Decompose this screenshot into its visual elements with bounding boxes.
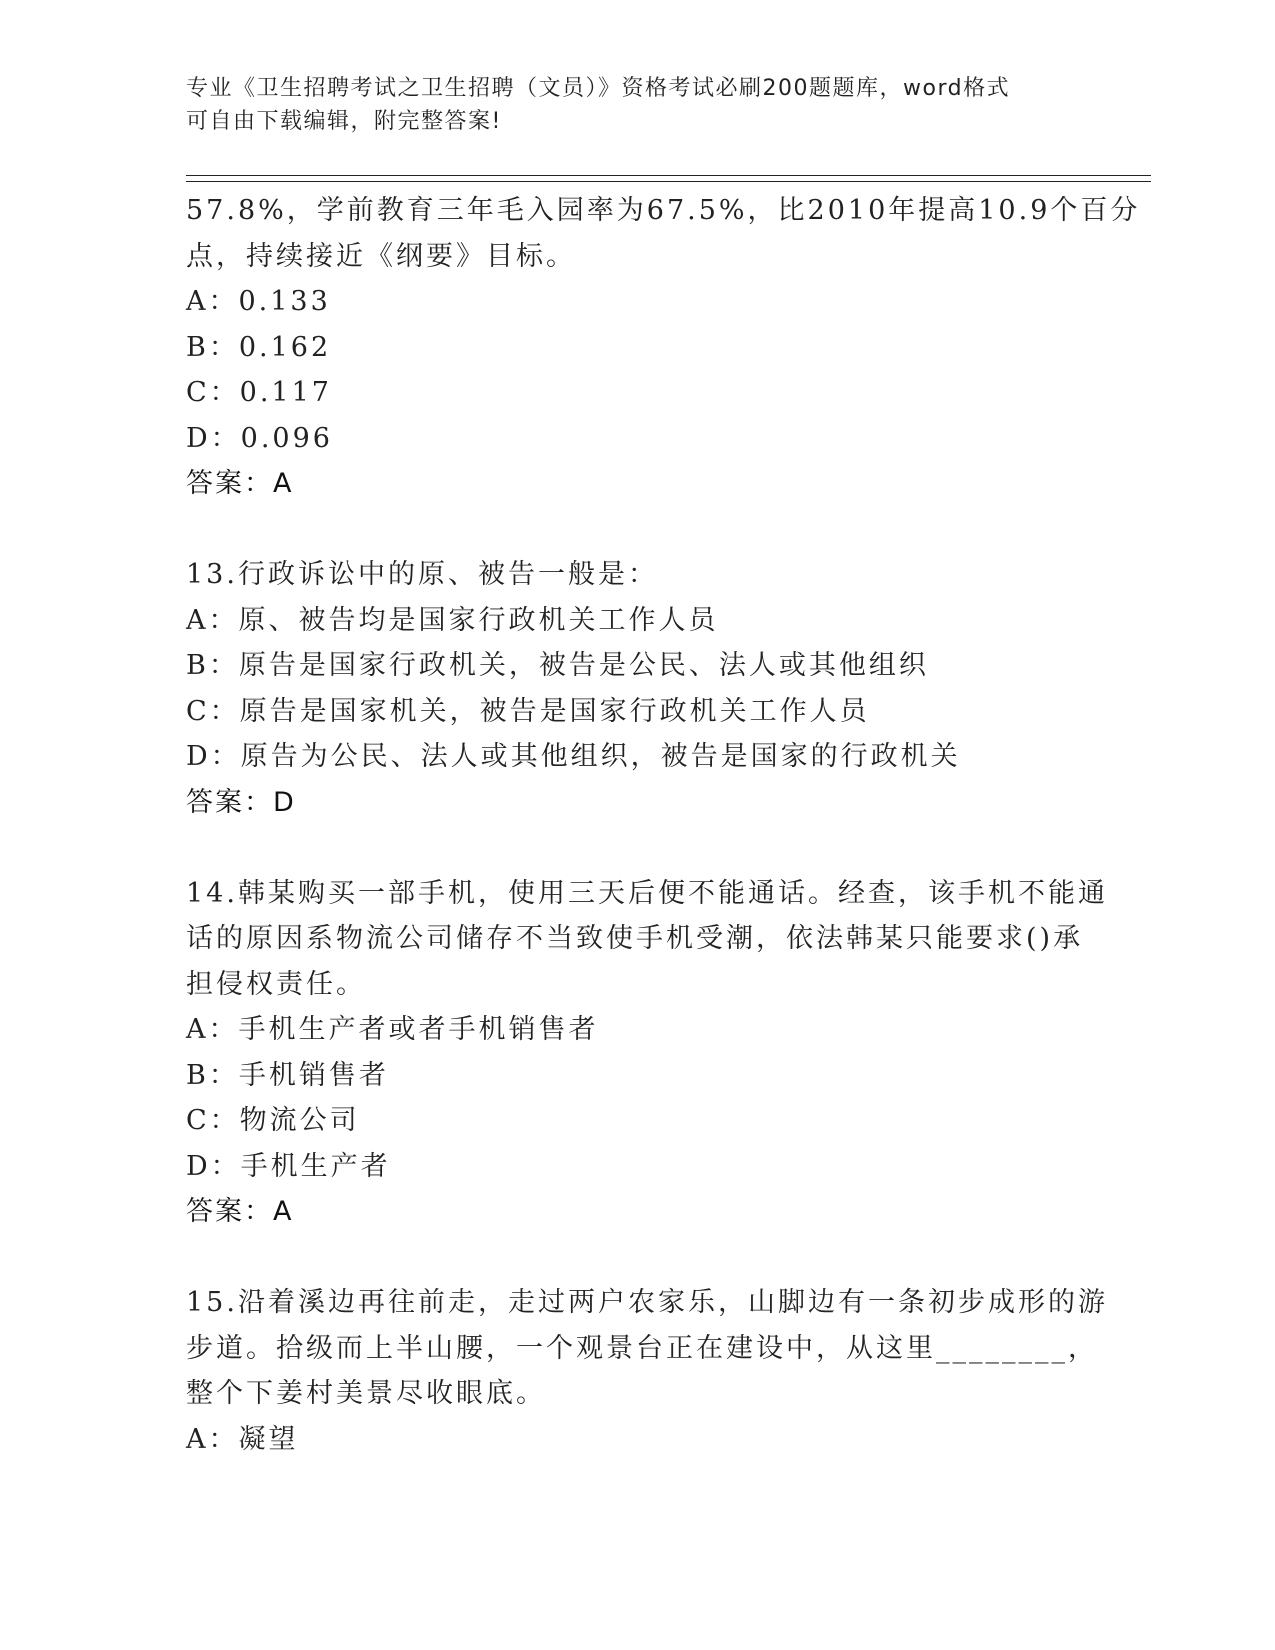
question-stem-line: 整个下姜村美景尽收眼底。 (186, 1378, 546, 1409)
question-stem-line: 话的原因系物流公司储存不当致使手机受潮，依法韩某只能要求()承 (186, 923, 1084, 954)
spacer (186, 1235, 1086, 1281)
option-c: C：0.117 (186, 377, 332, 408)
answer-line: 答案：A (186, 1196, 294, 1227)
question-stem-line: 担侵权责任。 (186, 968, 366, 1000)
option-d: D：手机生产者 (186, 1150, 391, 1182)
question-stem-line: 13.行政诉讼中的原、被告一般是： (186, 559, 658, 590)
option-b: B：手机销售者 (186, 1059, 389, 1091)
question-stem-line: 14.韩某购买一部手机，使用三天后便不能通话。经查，该手机不能通 (186, 877, 1108, 909)
header-title-line-2: 可自由下载编辑，附完整答案! (186, 109, 502, 134)
question-12 (186, 188, 1141, 507)
option-b: B：0.162 (186, 331, 332, 363)
question-stem-line: 15.沿着溪边再往前走，走过两户农家乐，山脚边有一条初步成形的游 (186, 1287, 1108, 1318)
option-a: A：原、被告均是国家行政机关工作人员 (186, 604, 719, 636)
spacer (186, 825, 1086, 871)
question-stem-line: 57.8%，学前教育三年毛入园率为67.5%，比2010年提高10.9个百分 (186, 195, 1141, 226)
question-13 (186, 552, 1086, 825)
option-a: A：0.133 (186, 286, 331, 317)
question-15 (186, 1280, 1108, 1462)
question-stem-line: 步道。拾级而上半山腰，一个观景台正在建设中，从这里________， (186, 1332, 1098, 1364)
option-d: D：原告为公民、法人或其他组织，被告是国家的行政机关 (186, 741, 961, 772)
option-b: B：原告是国家行政机关，被告是公民、法人或其他组织 (186, 650, 929, 681)
answer-line: 答案：D (186, 786, 296, 818)
option-a: A：手机生产者或者手机销售者 (186, 1014, 599, 1045)
header-rule-bottom (186, 181, 1151, 182)
document-body (186, 188, 1141, 1462)
spacer (186, 507, 1086, 553)
option-a: A：凝望 (186, 1423, 299, 1455)
question-14 (186, 871, 1108, 1235)
header-title-line-1: 专业《卫生招聘考试之卫生招聘（文员）》资格考试必刷200题题库，word格式 (186, 76, 1011, 101)
option-c: C：物流公司 (186, 1105, 360, 1136)
option-c: C：原告是国家机关，被告是国家行政机关工作人员 (186, 695, 870, 727)
header-rule-top (186, 175, 1151, 176)
answer-line: 答案：A (186, 468, 294, 499)
question-stem-line: 点，持续接近《纲要》目标。 (186, 240, 576, 272)
option-d: D：0.096 (186, 422, 333, 454)
document-header (186, 72, 1066, 138)
